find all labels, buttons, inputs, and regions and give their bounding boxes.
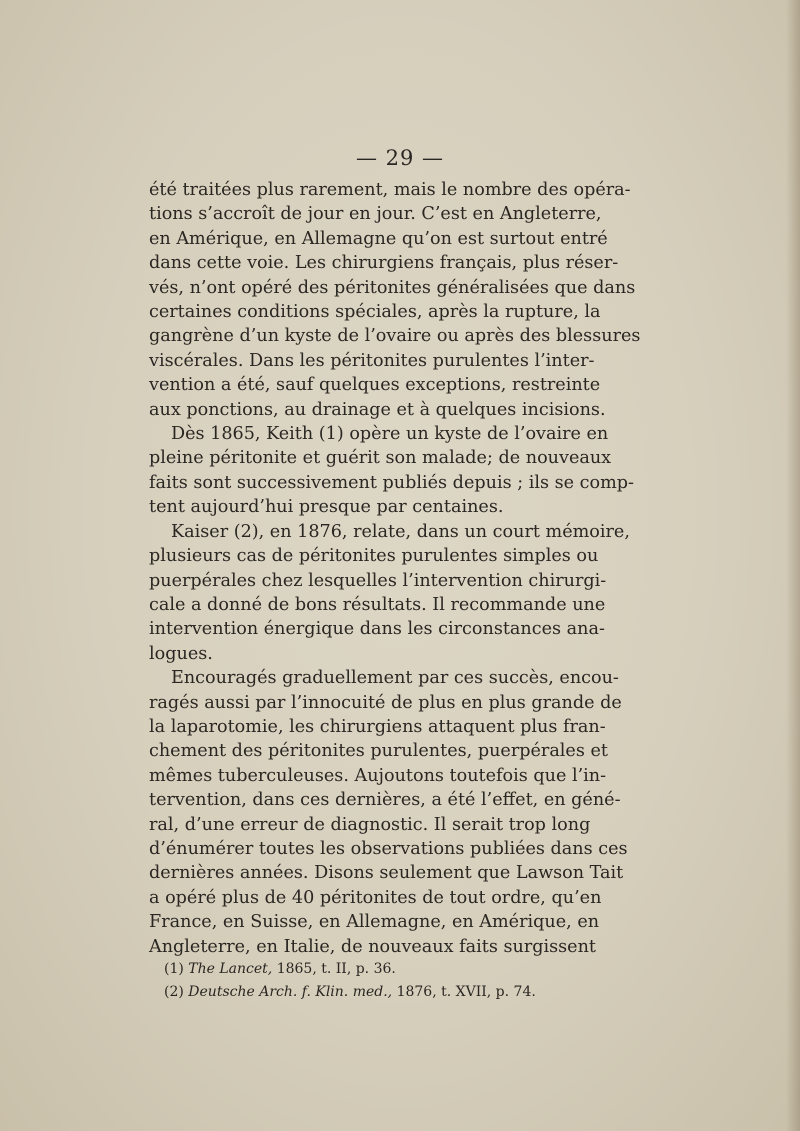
text-line: vés, n’ont opéré des péritonites généralisées que dans (149, 277, 636, 298)
text-line: tervention, dans ces dernières, a été l’effet, en géné- (149, 790, 621, 811)
body-text (149, 178, 641, 959)
text-line: puerpérales chez lesquelles l’intervention chirurgi- (149, 570, 607, 591)
footnote (164, 981, 584, 1004)
text-line: en Amérique, en Allemagne qu’on est surtout entré (149, 228, 608, 249)
text-line: viscérales. Dans les péritonites purulentes l’inter- (149, 350, 595, 371)
text-line: chement des péritonites purulentes, puerpérales et (149, 741, 608, 762)
text-line: pleine péritonite et guérit son malade; de nouveaux (149, 448, 612, 469)
text-line: intervention énergique dans les circonstances ana- (149, 619, 605, 640)
text-line: aux ponctions, au drainage et à quelques incisions. (149, 399, 606, 420)
text-line: cale a donné de bons résultats. Il recommande une (149, 594, 606, 615)
text-line: a opéré plus de 40 péritonites de tout ordre, qu’en (149, 887, 602, 908)
text-line: Kaiser (2), en 1876, relate, dans un court mémoire, (171, 521, 630, 542)
text-line: faits sont successivement publiés depuis ; ils se comp- (149, 472, 634, 493)
text-line: mêmes tuberculeuses. Aujoutons toutefois que l’in- (149, 765, 607, 786)
text-line: ral, d’une erreur de diagnostic. Il serait trop long (149, 814, 591, 835)
text-line: Encouragés graduellement par ces succès, encou- (171, 668, 619, 689)
footnote-citation: 1876, t. XVII, p. 74. (392, 984, 536, 1000)
footnote-source-title: The Lancet, (188, 961, 273, 977)
text-line: tions s’accroît de jour en jour. C’est en Angleterre, (149, 204, 602, 225)
text-line: dernières années. Disons seulement que Lawson Tait (149, 863, 624, 884)
text-line: dans cette voie. Les chirurgiens français, plus réser- (149, 253, 619, 274)
footnote-citation: 1865, t. II, p. 36. (272, 961, 396, 977)
footnote-source-title: Deutsche Arch. f. Klin. med., (188, 984, 393, 1000)
text-line: logues. (149, 643, 213, 664)
page-number: — 29 — (355, 146, 445, 170)
footnotes (164, 958, 584, 1004)
text-line: ragés aussi par l’innocuité de plus en plus grande de (149, 692, 622, 713)
text-line: plusieurs cas de péritonites purulentes simples ou (149, 546, 599, 567)
text-line: d’énumérer toutes les observations publiées dans ces (149, 838, 628, 859)
text-line: Dès 1865, Keith (1) opère un kyste de l’ovaire en (171, 424, 609, 445)
text-line: gangrène d’un kyste de l’ovaire ou après des blessures (149, 326, 641, 347)
footnote (164, 958, 584, 981)
text-line: été traitées plus rarement, mais le nombre des opéra- (149, 180, 631, 200)
text-line: Angleterre, en Italie, de nouveaux faits surgissent (149, 936, 596, 957)
text-line: la laparotomie, les chirurgiens attaquent plus fran- (149, 716, 606, 737)
footnote-mark: (1) (164, 961, 184, 977)
text-line: tent aujourd’hui presque par centaines. (149, 497, 504, 518)
text-line: certaines conditions spéciales, après la rupture, la (149, 302, 601, 323)
text-line: vention a été, sauf quelques exceptions, restreinte (149, 375, 601, 396)
footnote-mark: (2) (164, 984, 184, 1000)
text-line: France, en Suisse, en Allemagne, en Amérique, en (149, 912, 600, 933)
